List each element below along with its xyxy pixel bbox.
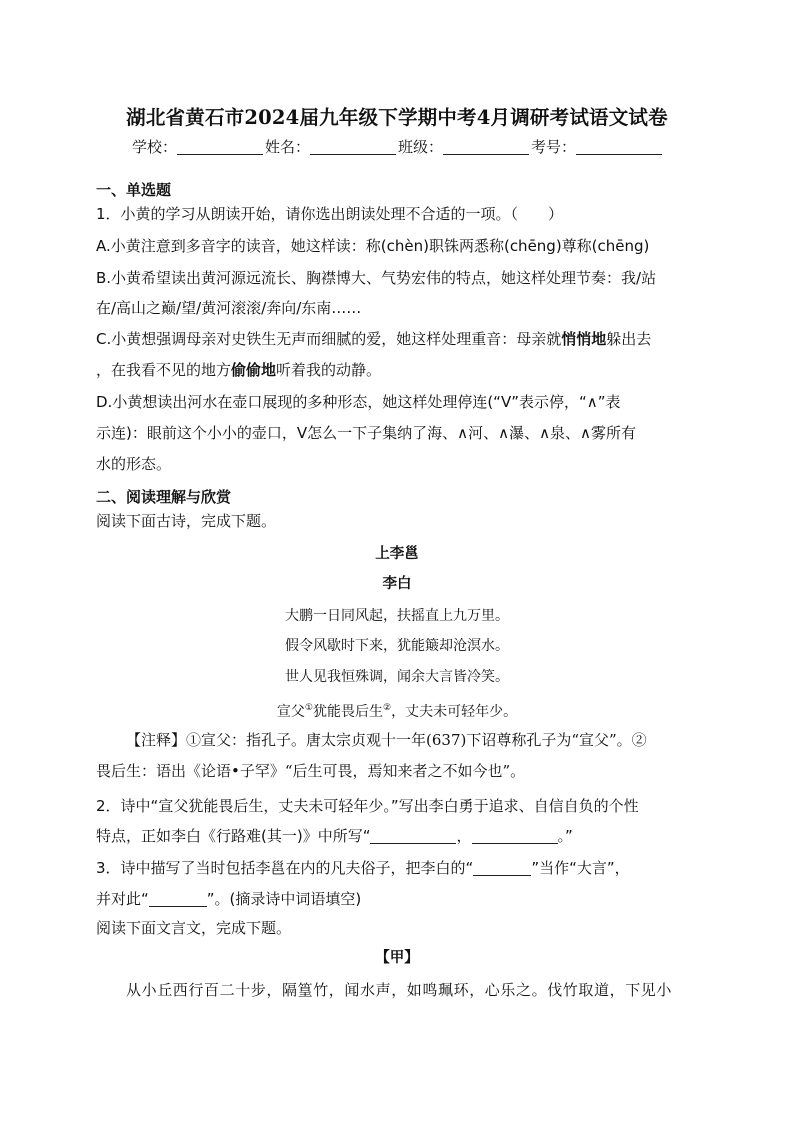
- q1-option-b-line1: B.小黄希望读出黄河源远流长、胸襟博大、气势宏伟的特点，她这样处理节奏：我/站: [96, 269, 657, 287]
- passage-jia-label: 【甲】: [375, 949, 419, 966]
- q1-option-d-line2: 示连)：眼前这个小小的壶口，V怎么一下子集纳了海、∧河、∧瀑、∧泉、∧雾所有: [96, 424, 637, 442]
- q2-text-c: 。”: [557, 827, 573, 845]
- section2-heading: 二、阅读理解与欣赏: [96, 488, 232, 506]
- poem-line4-b: 犹能畏后生: [313, 704, 383, 720]
- q1-c1-pre: C.小黄想强调母亲对史铁生无声而细腻的爱，她这样处理重音：母亲就: [96, 330, 562, 348]
- section2-intro2: 阅读下面文言文，完成下题。: [96, 919, 292, 937]
- q3-blank1[interactable]: [473, 861, 531, 876]
- q1-c1-bold: 悄悄地: [561, 330, 607, 348]
- school-blank[interactable]: [177, 140, 263, 155]
- q2-text-a: 特点，正如李白《行路难(其一)》中所写“: [96, 827, 371, 845]
- q1-option-d-line1: D.小黄想读出河水在壶口展现的多种形态，她这样处理停连(“V”表示停，“∧”表: [96, 393, 621, 411]
- number-label: 考号：: [531, 138, 577, 156]
- q1-stem: 1．小黄的学习从朗读开始，请你选出朗读处理不合适的一项。（ ）: [96, 205, 564, 223]
- student-info-line: [0, 136, 794, 157]
- q1-c1-post: 躲出去: [606, 330, 652, 348]
- poem-line3: 世人见我恒殊调，闻余大言皆冷笑。: [285, 669, 509, 685]
- q1-c2-post: 听着我的动静。: [276, 361, 382, 379]
- q3-line2: [96, 889, 361, 909]
- passage-jia-line1: 从小丘西行百二十步，隔篁竹，闻水声，如鸣珮环，心乐之。伐竹取道，下见小: [126, 981, 673, 999]
- poem-line4-c: ，丈夫未可轻年少。: [391, 704, 518, 720]
- q3-text-d: ”。(摘录诗中词语填空): [206, 890, 362, 908]
- q2-text-b: ，: [456, 827, 472, 845]
- q2-blank2[interactable]: [472, 829, 558, 844]
- q3-text-b: ”当作“大言”，: [531, 859, 630, 877]
- q2-line2: [96, 826, 573, 846]
- school-label: 学校：: [131, 138, 177, 156]
- footnote-ref-2: ②: [383, 703, 392, 713]
- q3-blank2[interactable]: [149, 892, 207, 907]
- q1-c2-bold: 偷偷地: [231, 361, 277, 379]
- poem-line1: 大鹏一日同风起，扶摇直上九万里。: [285, 608, 509, 624]
- q3-text-c: 并对此“: [96, 890, 149, 908]
- class-blank[interactable]: [443, 140, 529, 155]
- poem-line2: 假令风歇时下来，犹能簸却沧溟水。: [285, 638, 509, 654]
- name-label: 姓名：: [264, 138, 310, 156]
- poem-author: 李白: [382, 575, 412, 592]
- section2-intro1: 阅读下面古诗，完成下题。: [96, 512, 277, 530]
- q1-option-d-line3: 水的形态。: [96, 455, 172, 473]
- footnote-ref-1: ①: [304, 703, 313, 713]
- q1-option-a: A.小黄注意到多音字的读音，她这样读：称(chèn)职铢两悉称(chēng)尊称(chēng): [96, 237, 650, 255]
- q1-option-b-line2: 在/高山之巅/望/黄河滚滚/奔向/东南……: [96, 299, 362, 317]
- number-blank[interactable]: [576, 140, 662, 155]
- exam-title: 湖北省黄石市2024届九年级下学期中考4月调研考试语文试卷: [126, 106, 668, 129]
- poem-note-line2: 畏后生：语出《论语•子罕》“后生可畏，焉知来者之不如今也”。: [96, 762, 526, 780]
- q1-option-c-line2: [96, 360, 381, 380]
- q1-option-c-line1: [96, 329, 651, 349]
- poem-note-line1: 【注释】①宣父：指孔子。唐太宗贞观十一年(637)下诏尊称孔子为“宣父”。②: [126, 731, 647, 749]
- q2-line1: 2．诗中“宣父犹能畏后生，丈夫未可轻年少。”写出李白勇于追求、自信自负的个性: [96, 797, 639, 815]
- q1-c2-pre: ，在我看不见的地方: [96, 361, 232, 379]
- poem-line4: [0, 698, 794, 722]
- q3-text-a: 3．诗中描写了当时包括李邕在内的凡夫俗子，把李白的“: [96, 859, 474, 877]
- poem-title: 上李邕: [375, 545, 419, 562]
- q3-line1: [96, 858, 630, 878]
- class-label: 班级：: [398, 138, 444, 156]
- section1-heading: 一、单选题: [96, 181, 172, 199]
- q2-blank1[interactable]: [370, 829, 456, 844]
- name-blank[interactable]: [310, 140, 396, 155]
- poem-line4-a: 宣父: [276, 704, 305, 720]
